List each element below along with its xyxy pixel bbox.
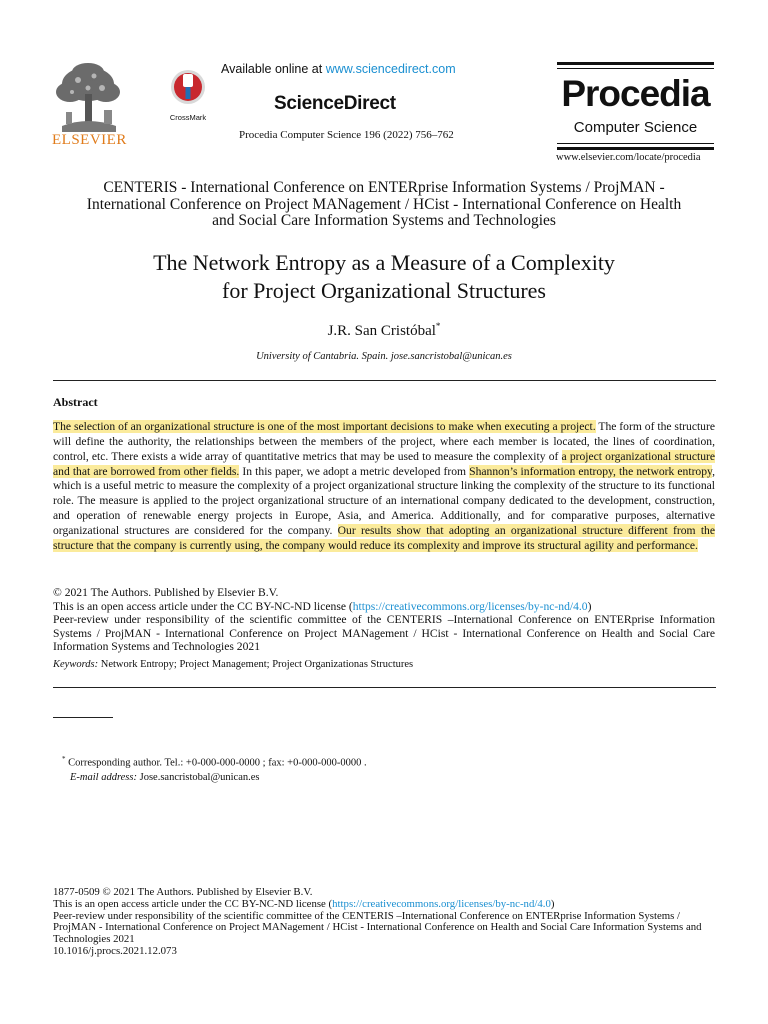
- journal-reference: Procedia Computer Science 196 (2022) 756–762: [239, 129, 454, 141]
- abstract-segment: , which is a useful metric to measure the complexity of a project organizational structure linking the complexity of the structure to its functional role. The measure is applied to the project organizational structure of an international company dedicated to the development, construction, and operation of renewable energy projects in Europe, Asia, and America. Additionally, and for comparative purposes, alternative organizational structures are considered for the company.: [53, 464, 715, 537]
- conference-line: and Social Care Information Systems and Technologies: [212, 212, 556, 229]
- abstract-segment: In this paper, we adopt a metric developed from: [239, 464, 470, 478]
- highlight-span: Shannon’s information entropy, the network entropy: [469, 464, 713, 478]
- abstract-heading: Abstract: [53, 395, 98, 409]
- footer-license-link[interactable]: https://creativecommons.org/licenses/by-nc-nd/4.0: [332, 897, 551, 910]
- sciencedirect-brand: ScienceDirect: [274, 93, 396, 114]
- keywords-line: [53, 659, 413, 670]
- doi[interactable]: 10.1016/j.procs.2021.12.073: [53, 944, 177, 957]
- sciencedirect-link[interactable]: www.sciencedirect.com: [325, 62, 456, 76]
- journal-homepage-url[interactable]: www.elsevier.com/locate/procedia: [556, 152, 701, 163]
- footer-license-line: [53, 899, 718, 911]
- procedia-title: Procedia: [561, 73, 710, 114]
- author-text: J.R. San Cristóbal: [327, 323, 436, 339]
- license-suffix: ): [587, 599, 592, 613]
- highlight-span: The selection of an organizational structure is one of the most important decisions to make when executing a project.: [53, 420, 596, 433]
- correspondence-note: [62, 752, 367, 785]
- conference-line: International Conference on Project MANagement / HCist - International Conference on Health: [86, 195, 682, 213]
- highlight-span: Our results show that adopting an organizational structure different from the structure that the company is currently using, the company would reduce its complexity and improve its structural agility and performance.: [53, 523, 715, 552]
- footnote-mark: *: [62, 755, 66, 763]
- keywords-label: Keywords:: [53, 659, 99, 670]
- copyright-line: © 2021 The Authors. Published by Elsevier B.V.: [53, 586, 279, 599]
- license-prefix: This is an open access article under the CC BY-NC-ND license (: [53, 599, 353, 613]
- title-line: for Project Organizational Structures: [222, 278, 546, 303]
- crossmark-icon[interactable]: [166, 68, 210, 122]
- highlight-span: a project organizational structure and that are borrowed from other fields.: [53, 449, 715, 478]
- crossmark-label: CrossMark: [169, 113, 207, 122]
- keywords-text: Network Entropy; Project Management; Project Organizationas Structures: [98, 659, 414, 670]
- conference-name: [48, 180, 720, 230]
- procedia-subtitle: Computer Science: [573, 119, 698, 136]
- rights-block: [53, 586, 715, 654]
- corresponding-author-line: [62, 752, 367, 771]
- page-footer: [53, 887, 718, 958]
- corresponding-author-text: Corresponding author. Tel.: +0-000-000-0000 ; fax: +0-000-000-0000 .: [65, 757, 367, 769]
- available-prefix: Available online at: [221, 62, 326, 76]
- peer-review-line: Peer-review under responsibility of the scientific committee of the CENTERIS –International Conference on ENTERprise Information Systems / ProjMAN - International Conference on Project MANagement / HCist - International Conference on Health and Social Care Information Systems and Technologies 2021: [53, 613, 715, 654]
- conference-line: CENTERIS - International Conference on ENTERprise Information Systems / ProjMAN -: [103, 179, 665, 196]
- author-affiliation: University of Cantabria. Spain. jose.sancristobal@unican.es: [256, 351, 512, 362]
- email-line: [62, 771, 367, 785]
- author-name: [0, 321, 768, 340]
- title-line: The Network Entropy as a Measure of a Complexity: [153, 250, 615, 275]
- abstract-segment: The form of the structure will define the authority, the relationships between the members of the project, where each member is located, the lines of coordination, control, etc. There exists a wide array of quantitative metrics that may be used to measure the complexity of: [53, 420, 715, 463]
- email-label: E-mail address:: [70, 771, 137, 783]
- email-address[interactable]: Jose.sancristobal@unican.es: [136, 771, 260, 783]
- divider-top: [53, 380, 716, 381]
- license-line: [53, 600, 715, 614]
- author-footnote-mark: *: [435, 321, 441, 331]
- footer-license-suffix: ): [550, 897, 555, 910]
- paper-title: [60, 249, 708, 305]
- divider-bottom: [53, 687, 716, 688]
- footer-peer-review: Peer-review under responsibility of the scientific committee of the CENTERIS –International Conference on ENTERprise Information Systems / ProjMAN - International Conference on Project MANagement / HCist - International Conference on Health and Social Care Information Systems and Technologies 2021: [53, 909, 702, 946]
- available-online: [221, 62, 456, 76]
- footer-license-prefix: This is an open access article under the CC BY-NC-ND license (: [53, 897, 333, 910]
- license-link[interactable]: https://creativecommons.org/licenses/by-nc-nd/4.0: [352, 599, 588, 613]
- issn-line: 1877-0509 © 2021 The Authors. Published by Elsevier B.V.: [53, 886, 313, 898]
- abstract-text: [53, 420, 715, 554]
- footnote-rule: [53, 717, 113, 718]
- procedia-brand-box: [557, 62, 714, 150]
- elsevier-wordmark: ELSEVIER: [52, 132, 127, 148]
